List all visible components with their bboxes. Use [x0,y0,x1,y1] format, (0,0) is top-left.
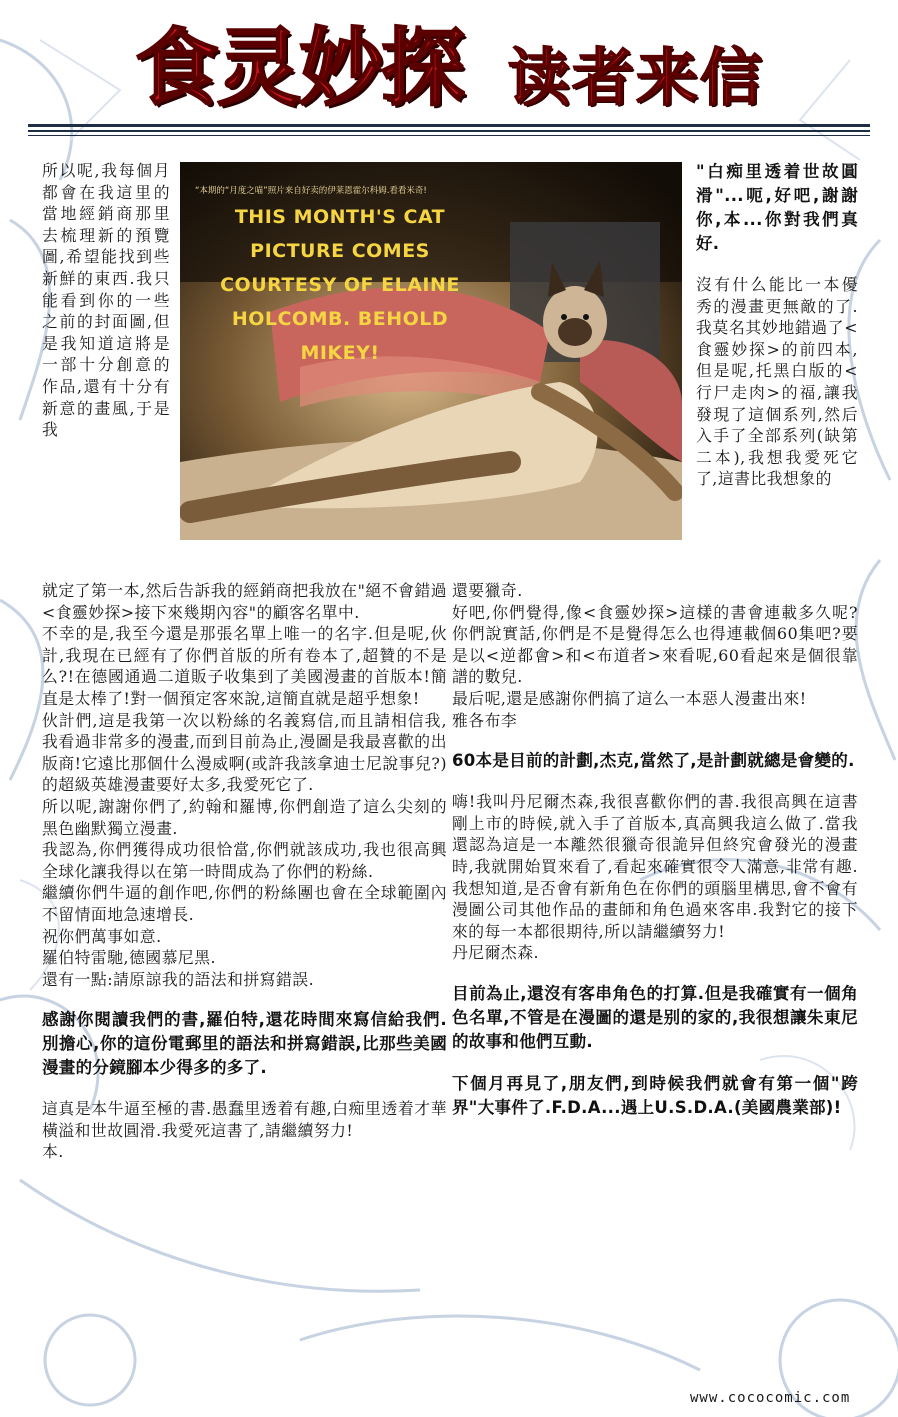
editor-reply-3: 60本是目前的計劃,杰克,當然了,是計劃就總是會變的. [452,751,855,771]
letter-1-paragraph: 就定了第一本,然后告訴我的經銷商把我放在"絕不會錯過<食靈妙探>接下來幾期內容"的顧客名單中. [42,581,447,622]
source-url: www.cococomic.com [690,1390,851,1406]
editor-reply-2: "白痴里透着世故圓滑"...呃,好吧,謝謝你,本...你對我們真好. [696,162,858,253]
letter-1-paragraph: 繼續你們牛逼的創作吧,你們的粉絲團也會在全球範圍內不留情面地急速增長. [42,883,447,924]
letter-1-intro [42,160,170,560]
left-column [42,580,447,1380]
closing-note: 下個月再見了,朋友們,到時候我們就會有第一個"跨界"大事件了.F.D.A...遇上U.S.D.A.(美國農業部)! [452,1073,858,1117]
header-rule [28,135,870,136]
page-header [0,0,898,150]
header-rule [28,130,870,132]
letter-2-paragraph: 這真是本牛逼至極的書.愚蠢里透着有趣,白痴里透着才華橫溢和世故圓滑.我愛死這書了,請繼續努力! [42,1099,447,1140]
header-rule [28,124,870,127]
cat-photo [180,162,682,540]
letter-3-intro-text: 沒有什么能比一本優秀的漫畫更無敵的了.我莫名其妙地錯過了<食靈妙探>的前四本,但是呢,托黑白版的<行尸走肉>的福,讓我發現了這個系列,然后入手了全部系列(缺第二本),我想我愛死它了,這書比我想象的 [696,275,858,489]
letter-3-paragraph: 還要獵奇. [452,581,523,600]
letter-3-paragraph: 最后呢,還是感謝你們搞了這么一本惡人漫畫出來! [452,688,807,708]
right-column [452,580,858,1380]
right-top-column [696,160,858,580]
photo-caption: THIS MONTH'S CAT PICTURE COMES COURTESY OF ELAINE HOLCOMB. BEHOLD MIKEY! [220,206,460,364]
letter-1-paragraph: 不幸的是,我至今還是那張名單上唯一的名字.但是呢,伙計,我現在已經有了你們首版的所有卷本了,超贊的不是么?!在德國通過二道販子收集到了美國漫畫的首版本!簡直是太棒了!對一個預定客來說,這簡直就是超乎想象! [42,624,447,708]
section-title: 读者来信 [508,41,765,114]
editor-reply-1: 感謝你閱讀我們的書,羅伯特,還花時間來寫信給我們.別擔心,你的這份電郵里的語法和拼寫錯誤,比那些美國漫畫的分鏡腳本少得多的多了. [42,1010,447,1078]
letter-3-paragraph: 好吧,你們覺得,像<食靈妙探>這樣的書會連載多久呢?你們說實話,你們是不是覺得怎么也得連載個60集吧?要是以<逆都會>和<布道者>來看呢,60看起來是個很靠譜的數兒. [452,602,858,687]
letter-1-paragraph: 所以呢,謝謝你們了,約翰和羅博,你們創造了這么尖刻的黑色幽默獨立漫畫. [42,796,447,838]
comic-title: 食灵妙探 [135,19,464,117]
letter-1-intro-text: 所以呢,我每個月都會在我這里的當地經銷商那里去梳理新的預覽圖,希望能找到些新鮮的東西.我只能看到你的一些之前的封面圖,但是我知道這將是一部十分創意的作品,還有十分有新意的畫風,于是我 [42,161,170,440]
letter-1-paragraph: 祝你們萬事如意. [42,926,162,946]
letter-1-signature: 羅伯特雷馳,德國慕尼黑. [42,948,217,968]
letter-4-signature: 丹尼爾杰森. [452,943,540,963]
letter-2-signature: 本. [42,1142,64,1162]
letter-3-signature: 雅各布李 [452,710,518,730]
photo-caption-small: “本期的“月度之喵”照片来自好卖的伊莱恩霍尔科姆.看看米奇! [195,186,427,196]
editor-reply-4: 目前為止,還沒有客串角色的打算.但是我確實有一個角色名單,不管是在漫圖的還是别的家的,我很想讓朱東尼的故事和他們互動. [452,983,858,1051]
letter-1-postscript: 還有一點:請原諒我的語法和拼寫錯誤. [42,969,315,989]
letter-1-paragraph: 我認為,你們獲得成功很恰當,你們就該成功,我也很高興全球化讓我得以在第一時間成為了你們的粉絲. [42,840,447,881]
letter-1-paragraph: 伙計們,這是我第一次以粉絲的名義寫信,而且請相信我,我看過非常多的漫畫,而到目前為止,漫圖是我最喜歡的出版商!它遠比那個什么漫威啊(或許我該拿迪士尼說事兒?)的超級英雄漫畫要好太多,我愛死它了. [42,710,447,795]
letter-4-paragraph: 嗨!我叫丹尼爾杰森,我很喜歡你們的書.我很高興在這書剛上市的時候,就入手了首版本,真高興我這么做了.當我還認為這是一本離然很獵奇很詭异但終究會發光的漫畫時,我就開始買來看了,看起來確實很令人滿意,非常有趣.我想知道,是否會有新角色在你們的頭腦里構思,會不會有漫圖公司其他作品的畫師和角色過來客串.我對它的接下來的每一本都很期待,所以請繼續努力! [452,792,858,941]
